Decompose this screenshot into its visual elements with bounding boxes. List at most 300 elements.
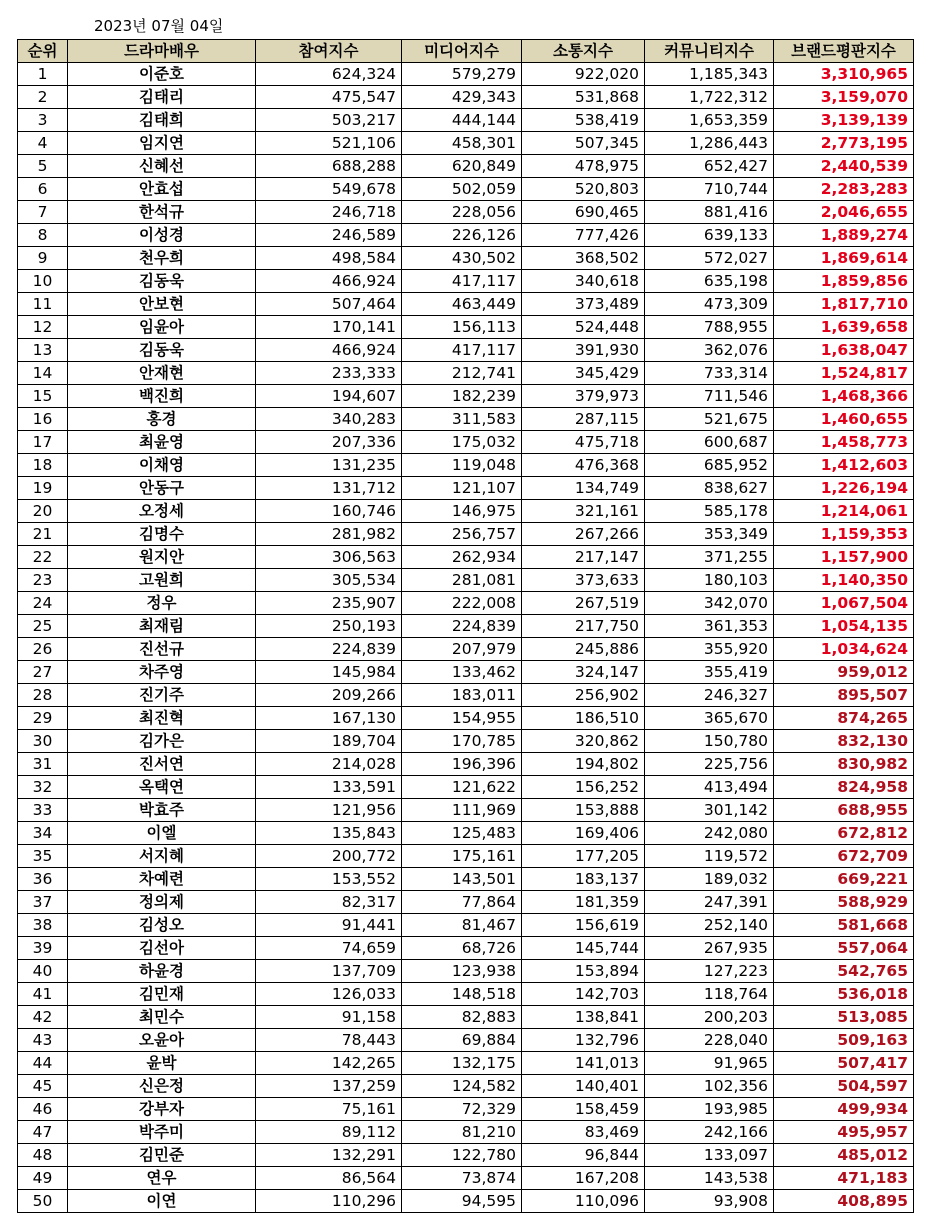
participation-cell: 498,584 <box>256 247 402 270</box>
community-cell: 180,103 <box>645 569 774 592</box>
community-cell: 127,223 <box>645 960 774 983</box>
communication-cell: 777,426 <box>522 224 645 247</box>
rank-cell: 29 <box>18 707 68 730</box>
rank-cell: 42 <box>18 1006 68 1029</box>
communication-cell: 475,718 <box>522 431 645 454</box>
rank-cell: 10 <box>18 270 68 293</box>
media-cell: 68,726 <box>402 937 522 960</box>
community-cell: 267,935 <box>645 937 774 960</box>
actor-name-cell: 신은정 <box>68 1075 256 1098</box>
brand-reputation-cell: 669,221 <box>774 868 914 891</box>
rank-cell: 27 <box>18 661 68 684</box>
communication-cell: 379,973 <box>522 385 645 408</box>
brand-reputation-cell: 499,934 <box>774 1098 914 1121</box>
community-cell: 600,687 <box>645 431 774 454</box>
media-cell: 502,059 <box>402 178 522 201</box>
rank-cell: 44 <box>18 1052 68 1075</box>
communication-cell: 169,406 <box>522 822 645 845</box>
actor-name-cell: 이채영 <box>68 454 256 477</box>
actor-name-cell: 김동욱 <box>68 339 256 362</box>
media-cell: 121,107 <box>402 477 522 500</box>
communication-cell: 183,137 <box>522 868 645 891</box>
community-cell: 246,327 <box>645 684 774 707</box>
media-cell: 429,343 <box>402 86 522 109</box>
rank-cell: 45 <box>18 1075 68 1098</box>
communication-cell: 531,868 <box>522 86 645 109</box>
participation-cell: 306,563 <box>256 546 402 569</box>
brand-reputation-cell: 1,639,658 <box>774 316 914 339</box>
communication-cell: 167,208 <box>522 1167 645 1190</box>
media-cell: 146,975 <box>402 500 522 523</box>
participation-cell: 246,589 <box>256 224 402 247</box>
community-cell: 639,133 <box>645 224 774 247</box>
brand-reputation-cell: 2,046,655 <box>774 201 914 224</box>
table-row <box>18 293 914 316</box>
rank-cell: 50 <box>18 1190 68 1213</box>
communication-cell: 507,345 <box>522 132 645 155</box>
rank-cell: 21 <box>18 523 68 546</box>
rank-cell: 37 <box>18 891 68 914</box>
community-cell: 143,538 <box>645 1167 774 1190</box>
table-header <box>18 40 914 63</box>
communication-cell: 194,802 <box>522 753 645 776</box>
community-cell: 118,764 <box>645 983 774 1006</box>
col-header-actor: 드라마배우 <box>68 40 256 63</box>
community-cell: 473,309 <box>645 293 774 316</box>
participation-cell: 281,982 <box>256 523 402 546</box>
table-row <box>18 270 914 293</box>
brand-reputation-cell: 536,018 <box>774 983 914 1006</box>
media-cell: 226,126 <box>402 224 522 247</box>
table-row <box>18 937 914 960</box>
media-cell: 224,839 <box>402 615 522 638</box>
brand-reputation-cell: 1,859,856 <box>774 270 914 293</box>
participation-cell: 145,984 <box>256 661 402 684</box>
brand-reputation-cell: 1,460,655 <box>774 408 914 431</box>
communication-cell: 476,368 <box>522 454 645 477</box>
participation-cell: 466,924 <box>256 270 402 293</box>
community-cell: 1,185,343 <box>645 63 774 86</box>
community-cell: 242,166 <box>645 1121 774 1144</box>
table-row <box>18 63 914 86</box>
brand-reputation-cell: 408,895 <box>774 1190 914 1213</box>
rank-cell: 41 <box>18 983 68 1006</box>
community-cell: 1,286,443 <box>645 132 774 155</box>
participation-cell: 121,956 <box>256 799 402 822</box>
participation-cell: 75,161 <box>256 1098 402 1121</box>
report-date: 2023년 07월 04일 <box>94 17 224 35</box>
media-cell: 81,467 <box>402 914 522 937</box>
rank-cell: 48 <box>18 1144 68 1167</box>
media-cell: 123,938 <box>402 960 522 983</box>
table-row <box>18 1052 914 1075</box>
media-cell: 212,741 <box>402 362 522 385</box>
media-cell: 143,501 <box>402 868 522 891</box>
table-row <box>18 1075 914 1098</box>
rank-cell: 2 <box>18 86 68 109</box>
communication-cell: 345,429 <box>522 362 645 385</box>
rank-cell: 38 <box>18 914 68 937</box>
brand-reputation-cell: 1,140,350 <box>774 569 914 592</box>
media-cell: 281,081 <box>402 569 522 592</box>
actor-name-cell: 홍경 <box>68 408 256 431</box>
communication-cell: 141,013 <box>522 1052 645 1075</box>
actor-name-cell: 이연 <box>68 1190 256 1213</box>
brand-reputation-cell: 504,597 <box>774 1075 914 1098</box>
table-row <box>18 1144 914 1167</box>
rank-cell: 36 <box>18 868 68 891</box>
media-cell: 94,595 <box>402 1190 522 1213</box>
brand-reputation-cell: 509,163 <box>774 1029 914 1052</box>
table-row <box>18 408 914 431</box>
community-cell: 353,349 <box>645 523 774 546</box>
communication-cell: 217,147 <box>522 546 645 569</box>
media-cell: 620,849 <box>402 155 522 178</box>
participation-cell: 246,718 <box>256 201 402 224</box>
participation-cell: 91,158 <box>256 1006 402 1029</box>
participation-cell: 209,266 <box>256 684 402 707</box>
rank-cell: 16 <box>18 408 68 431</box>
community-cell: 572,027 <box>645 247 774 270</box>
rank-cell: 19 <box>18 477 68 500</box>
communication-cell: 181,359 <box>522 891 645 914</box>
community-cell: 733,314 <box>645 362 774 385</box>
rank-cell: 12 <box>18 316 68 339</box>
communication-cell: 520,803 <box>522 178 645 201</box>
community-cell: 193,985 <box>645 1098 774 1121</box>
community-cell: 1,722,312 <box>645 86 774 109</box>
media-cell: 262,934 <box>402 546 522 569</box>
community-cell: 1,653,359 <box>645 109 774 132</box>
rank-cell: 49 <box>18 1167 68 1190</box>
table-row <box>18 776 914 799</box>
media-cell: 119,048 <box>402 454 522 477</box>
participation-cell: 521,106 <box>256 132 402 155</box>
community-cell: 91,965 <box>645 1052 774 1075</box>
participation-cell: 224,839 <box>256 638 402 661</box>
media-cell: 125,483 <box>402 822 522 845</box>
media-cell: 222,008 <box>402 592 522 615</box>
table-row <box>18 615 914 638</box>
communication-cell: 478,975 <box>522 155 645 178</box>
media-cell: 156,113 <box>402 316 522 339</box>
community-cell: 371,255 <box>645 546 774 569</box>
actor-name-cell: 김태리 <box>68 86 256 109</box>
table-row <box>18 638 914 661</box>
community-cell: 228,040 <box>645 1029 774 1052</box>
brand-reputation-table <box>17 39 914 1213</box>
col-header-brand-reputation: 브랜드평판지수 <box>774 40 914 63</box>
media-cell: 417,117 <box>402 270 522 293</box>
media-cell: 154,955 <box>402 707 522 730</box>
participation-cell: 214,028 <box>256 753 402 776</box>
rank-cell: 15 <box>18 385 68 408</box>
rank-cell: 43 <box>18 1029 68 1052</box>
participation-cell: 305,534 <box>256 569 402 592</box>
table-row <box>18 132 914 155</box>
actor-name-cell: 김선아 <box>68 937 256 960</box>
brand-reputation-cell: 3,159,070 <box>774 86 914 109</box>
actor-name-cell: 차예련 <box>68 868 256 891</box>
table-row <box>18 316 914 339</box>
brand-reputation-cell: 1,524,817 <box>774 362 914 385</box>
rank-cell: 46 <box>18 1098 68 1121</box>
table-row <box>18 1098 914 1121</box>
media-cell: 121,622 <box>402 776 522 799</box>
brand-reputation-cell: 959,012 <box>774 661 914 684</box>
community-cell: 225,756 <box>645 753 774 776</box>
actor-name-cell: 이준호 <box>68 63 256 86</box>
communication-cell: 245,886 <box>522 638 645 661</box>
actor-name-cell: 박효주 <box>68 799 256 822</box>
actor-name-cell: 옥택연 <box>68 776 256 799</box>
media-cell: 170,785 <box>402 730 522 753</box>
participation-cell: 89,112 <box>256 1121 402 1144</box>
actor-name-cell: 안동구 <box>68 477 256 500</box>
participation-cell: 131,235 <box>256 454 402 477</box>
actor-name-cell: 김성오 <box>68 914 256 937</box>
media-cell: 183,011 <box>402 684 522 707</box>
media-cell: 444,144 <box>402 109 522 132</box>
actor-name-cell: 정의제 <box>68 891 256 914</box>
table-row <box>18 661 914 684</box>
actor-name-cell: 박주미 <box>68 1121 256 1144</box>
communication-cell: 922,020 <box>522 63 645 86</box>
rank-cell: 9 <box>18 247 68 270</box>
actor-name-cell: 이성경 <box>68 224 256 247</box>
community-cell: 242,080 <box>645 822 774 845</box>
rank-cell: 6 <box>18 178 68 201</box>
participation-cell: 86,564 <box>256 1167 402 1190</box>
community-cell: 685,952 <box>645 454 774 477</box>
actor-name-cell: 신혜선 <box>68 155 256 178</box>
community-cell: 342,070 <box>645 592 774 615</box>
participation-cell: 126,033 <box>256 983 402 1006</box>
communication-cell: 321,161 <box>522 500 645 523</box>
actor-name-cell: 진서연 <box>68 753 256 776</box>
rank-cell: 17 <box>18 431 68 454</box>
participation-cell: 549,678 <box>256 178 402 201</box>
brand-reputation-cell: 2,283,283 <box>774 178 914 201</box>
brand-reputation-cell: 830,982 <box>774 753 914 776</box>
communication-cell: 132,796 <box>522 1029 645 1052</box>
participation-cell: 78,443 <box>256 1029 402 1052</box>
table-row <box>18 960 914 983</box>
communication-cell: 142,703 <box>522 983 645 1006</box>
communication-cell: 373,489 <box>522 293 645 316</box>
rank-cell: 7 <box>18 201 68 224</box>
table-row <box>18 799 914 822</box>
communication-cell: 267,519 <box>522 592 645 615</box>
communication-cell: 186,510 <box>522 707 645 730</box>
community-cell: 355,920 <box>645 638 774 661</box>
brand-reputation-cell: 1,468,366 <box>774 385 914 408</box>
community-cell: 252,140 <box>645 914 774 937</box>
communication-cell: 83,469 <box>522 1121 645 1144</box>
brand-reputation-cell: 2,440,539 <box>774 155 914 178</box>
brand-reputation-cell: 824,958 <box>774 776 914 799</box>
participation-cell: 233,333 <box>256 362 402 385</box>
brand-reputation-cell: 1,817,710 <box>774 293 914 316</box>
actor-name-cell: 이엘 <box>68 822 256 845</box>
rank-cell: 24 <box>18 592 68 615</box>
media-cell: 82,883 <box>402 1006 522 1029</box>
table-row <box>18 362 914 385</box>
community-cell: 93,908 <box>645 1190 774 1213</box>
media-cell: 122,780 <box>402 1144 522 1167</box>
col-header-media: 미디어지수 <box>402 40 522 63</box>
table-row <box>18 684 914 707</box>
participation-cell: 132,291 <box>256 1144 402 1167</box>
rank-cell: 35 <box>18 845 68 868</box>
media-cell: 81,210 <box>402 1121 522 1144</box>
actor-name-cell: 안효섭 <box>68 178 256 201</box>
participation-cell: 135,843 <box>256 822 402 845</box>
rank-cell: 11 <box>18 293 68 316</box>
table-body <box>18 63 914 1213</box>
table-row <box>18 914 914 937</box>
table-row <box>18 891 914 914</box>
media-cell: 256,757 <box>402 523 522 546</box>
communication-cell: 96,844 <box>522 1144 645 1167</box>
actor-name-cell: 오정세 <box>68 500 256 523</box>
communication-cell: 538,419 <box>522 109 645 132</box>
actor-name-cell: 연우 <box>68 1167 256 1190</box>
participation-cell: 200,772 <box>256 845 402 868</box>
rank-cell: 18 <box>18 454 68 477</box>
participation-cell: 74,659 <box>256 937 402 960</box>
communication-cell: 340,618 <box>522 270 645 293</box>
media-cell: 463,449 <box>402 293 522 316</box>
media-cell: 417,117 <box>402 339 522 362</box>
participation-cell: 194,607 <box>256 385 402 408</box>
community-cell: 788,955 <box>645 316 774 339</box>
media-cell: 124,582 <box>402 1075 522 1098</box>
participation-cell: 142,265 <box>256 1052 402 1075</box>
communication-cell: 153,888 <box>522 799 645 822</box>
community-cell: 365,670 <box>645 707 774 730</box>
rank-cell: 8 <box>18 224 68 247</box>
communication-cell: 320,862 <box>522 730 645 753</box>
table-row <box>18 500 914 523</box>
actor-name-cell: 김태희 <box>68 109 256 132</box>
communication-cell: 110,096 <box>522 1190 645 1213</box>
community-cell: 247,391 <box>645 891 774 914</box>
table-row <box>18 1190 914 1213</box>
communication-cell: 156,619 <box>522 914 645 937</box>
media-cell: 196,396 <box>402 753 522 776</box>
brand-reputation-cell: 2,773,195 <box>774 132 914 155</box>
rank-cell: 25 <box>18 615 68 638</box>
community-cell: 881,416 <box>645 201 774 224</box>
actor-name-cell: 임지연 <box>68 132 256 155</box>
brand-reputation-cell: 3,310,965 <box>774 63 914 86</box>
table-row <box>18 178 914 201</box>
participation-cell: 503,217 <box>256 109 402 132</box>
community-cell: 119,572 <box>645 845 774 868</box>
table-row <box>18 477 914 500</box>
media-cell: 458,301 <box>402 132 522 155</box>
communication-cell: 156,252 <box>522 776 645 799</box>
participation-cell: 250,193 <box>256 615 402 638</box>
participation-cell: 153,552 <box>256 868 402 891</box>
participation-cell: 340,283 <box>256 408 402 431</box>
participation-cell: 110,296 <box>256 1190 402 1213</box>
media-cell: 69,884 <box>402 1029 522 1052</box>
media-cell: 133,462 <box>402 661 522 684</box>
col-header-communication: 소통지수 <box>522 40 645 63</box>
brand-reputation-cell: 507,417 <box>774 1052 914 1075</box>
communication-cell: 138,841 <box>522 1006 645 1029</box>
rank-cell: 34 <box>18 822 68 845</box>
actor-name-cell: 원지안 <box>68 546 256 569</box>
participation-cell: 624,324 <box>256 63 402 86</box>
actor-name-cell: 윤박 <box>68 1052 256 1075</box>
communication-cell: 287,115 <box>522 408 645 431</box>
community-cell: 521,675 <box>645 408 774 431</box>
community-cell: 710,744 <box>645 178 774 201</box>
table-row <box>18 983 914 1006</box>
col-header-participation: 참여지수 <box>256 40 402 63</box>
participation-cell: 133,591 <box>256 776 402 799</box>
communication-cell: 391,930 <box>522 339 645 362</box>
media-cell: 111,969 <box>402 799 522 822</box>
participation-cell: 235,907 <box>256 592 402 615</box>
rank-cell: 13 <box>18 339 68 362</box>
table-row <box>18 339 914 362</box>
rank-cell: 26 <box>18 638 68 661</box>
media-cell: 77,864 <box>402 891 522 914</box>
table-row <box>18 385 914 408</box>
communication-cell: 158,459 <box>522 1098 645 1121</box>
communication-cell: 267,266 <box>522 523 645 546</box>
brand-reputation-cell: 832,130 <box>774 730 914 753</box>
brand-reputation-cell: 1,458,773 <box>774 431 914 454</box>
actor-name-cell: 한석규 <box>68 201 256 224</box>
brand-reputation-cell: 471,183 <box>774 1167 914 1190</box>
community-cell: 711,546 <box>645 385 774 408</box>
brand-reputation-cell: 1,869,614 <box>774 247 914 270</box>
participation-cell: 160,746 <box>256 500 402 523</box>
brand-reputation-cell: 688,955 <box>774 799 914 822</box>
media-cell: 72,329 <box>402 1098 522 1121</box>
communication-cell: 373,633 <box>522 569 645 592</box>
community-cell: 200,203 <box>645 1006 774 1029</box>
actor-name-cell: 진선규 <box>68 638 256 661</box>
col-header-rank: 순위 <box>18 40 68 63</box>
communication-cell: 324,147 <box>522 661 645 684</box>
table-row <box>18 1029 914 1052</box>
rank-cell: 1 <box>18 63 68 86</box>
actor-name-cell: 김동욱 <box>68 270 256 293</box>
participation-cell: 137,709 <box>256 960 402 983</box>
rank-cell: 28 <box>18 684 68 707</box>
actor-name-cell: 안보현 <box>68 293 256 316</box>
brand-reputation-cell: 588,929 <box>774 891 914 914</box>
table-row <box>18 155 914 178</box>
actor-name-cell: 최윤영 <box>68 431 256 454</box>
table-row <box>18 201 914 224</box>
media-cell: 132,175 <box>402 1052 522 1075</box>
rank-cell: 5 <box>18 155 68 178</box>
rank-cell: 39 <box>18 937 68 960</box>
brand-reputation-cell: 581,668 <box>774 914 914 937</box>
brand-reputation-cell: 1,054,135 <box>774 615 914 638</box>
participation-cell: 167,130 <box>256 707 402 730</box>
actor-name-cell: 안재현 <box>68 362 256 385</box>
table-row <box>18 569 914 592</box>
rank-cell: 32 <box>18 776 68 799</box>
